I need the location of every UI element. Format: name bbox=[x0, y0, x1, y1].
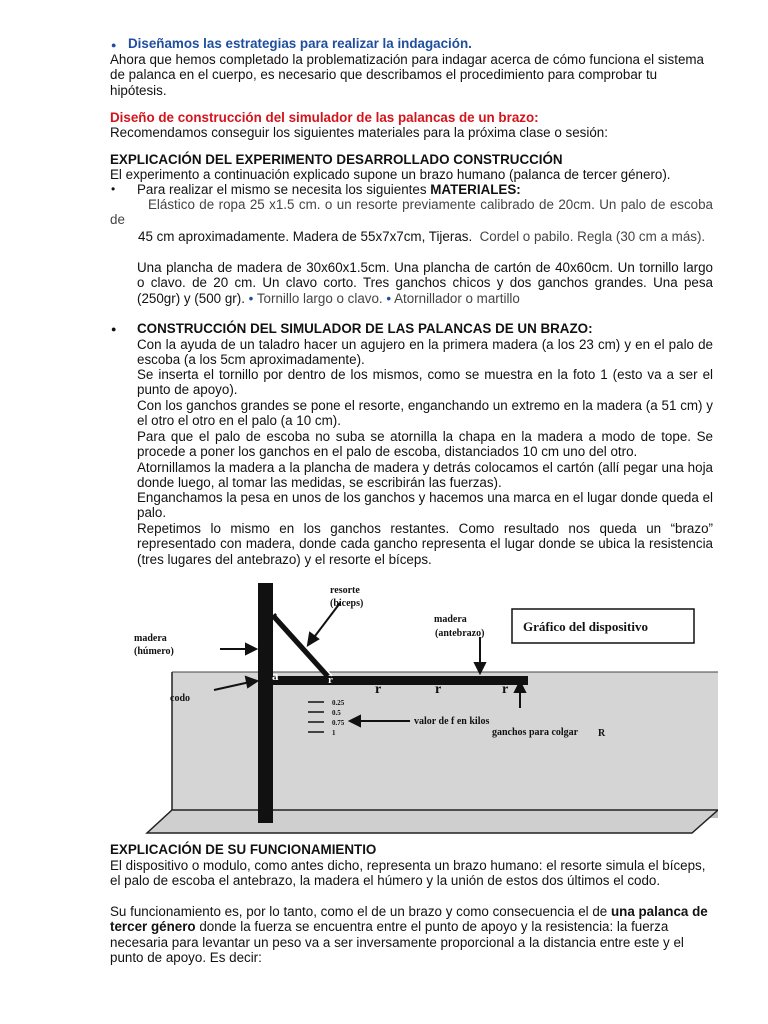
label-antebrazo: (antebrazo) bbox=[435, 628, 485, 639]
experiment-text: El experimento a continuación explicado supone un brazo humano (palanca de tercer género). bbox=[110, 167, 671, 182]
forearm-bar bbox=[272, 676, 528, 685]
bullet: ● bbox=[111, 40, 117, 50]
hook: r bbox=[328, 674, 333, 686]
function-heading: EXPLICACIÓN DE SU FUNCIONAMIENTIO bbox=[110, 842, 377, 857]
hook: r bbox=[502, 682, 509, 697]
design-text: Recomendamos conseguir los siguientes materiales para la próxima clase o sesión: bbox=[110, 125, 608, 140]
label-resorte: resorte bbox=[330, 585, 360, 596]
strategies-heading: Diseñamos las estrategias para realizar la indagación. bbox=[128, 36, 472, 51]
label-ganchos: ganchos para colgar bbox=[492, 727, 579, 738]
construction-p4: Para que el palo de escoba no suba se atornilla la chapa en la madera a modo de tope. Se procede a poner los ganchos en el palo de escoba, distanciados 10 cm uno del otro. bbox=[137, 429, 713, 460]
label-a: a bbox=[272, 668, 279, 683]
label-codo: codo bbox=[170, 693, 190, 704]
materials-intro: Para realizar el mismo se necesita los siguientes MATERIALES: bbox=[137, 182, 521, 197]
bullet: ● bbox=[111, 324, 117, 334]
label-biceps: (biceps) bbox=[330, 598, 364, 609]
scale-label: 0.75 bbox=[332, 719, 345, 727]
bullet: • bbox=[111, 182, 116, 196]
board bbox=[172, 672, 718, 810]
construction-p7: Repetimos lo mismo en los ganchos restantes. Como resultado nos queda un “brazo” representado con madera, donde cada gancho representa el lugar donde se ubica la resistencia (tres lugares del antebrazo) y el resorte el bíceps. bbox=[137, 521, 713, 567]
construction-p6: Enganchamos la pesa en unos de los ganchos y hacemos una marca en el lugar donde queda el palo. bbox=[137, 490, 713, 521]
label-madera-forearm: madera bbox=[434, 614, 467, 625]
device-diagram bbox=[112, 575, 718, 840]
construction-p1: Con la ayuda de un taladro hacer un agujero en la primera madera (a los 23 cm) y en el palo de escoba (a los 5cm aproximadamente). bbox=[137, 337, 713, 368]
design-heading: Diseño de construcción del simulador de las palancas de un brazo: bbox=[110, 110, 539, 125]
function-p1: El dispositivo o modulo, como antes dicho, representa un brazo humano: el resorte simula el bíceps, el palo de escoba el antebrazo, la madera el húmero y la unión de estos dos últimos el codo. bbox=[110, 858, 706, 889]
experiment-heading: EXPLICACIÓN DEL EXPERIMENTO DESARROLLADO CONSTRUCCIÓN bbox=[110, 152, 563, 167]
label-valor: valor de f en kilos bbox=[414, 716, 490, 727]
label-r: R bbox=[598, 728, 606, 739]
scale-label: 0.5 bbox=[332, 709, 341, 717]
materials-line-1: Elástico de ropa 25 x1.5 cm. o un resorte previamente calibrado de 20cm. Un palo de escoba de bbox=[110, 197, 713, 228]
function-p2: Su funcionamiento es, por lo tanto, como el de un brazo y como consecuencia el de una palanca de tercer género donde la fuerza se encuentra entre el punto de apoyo y la resistencia: la fuerza necesaria para levantar un peso va a ser inversamente proporcional a la distancia entre este y el punto de apoyo. Es decir: bbox=[110, 904, 708, 965]
construction-heading: CONSTRUCCIÓN DEL SIMULADOR DE LAS PALANCAS DE UN BRAZO: bbox=[137, 321, 593, 336]
materials-line-3: Una plancha de madera de 30x60x1.5cm. Una plancha de cartón de 40x60cm. Un tornillo largo o clavo. de 20 cm. Un clavo corto. Tres ganchos chicos y dos ganchos grandes. Una pesa (250gr) y (500 gr). • Tornillo largo o clavo. • Atornillador o martillo bbox=[137, 260, 713, 306]
construction-p5: Atornillamos la madera a la plancha de madera y detrás colocamos el cartón (allí pegar una hoja donde luego, al tomar las medidas, se escribirán las fuerzas). bbox=[137, 460, 713, 491]
strategies-text: Ahora que hemos completado la problematización para indagar acerca de cómo funciona el sistema de palanca en el cuerpo, es necesario que describamos el procedimiento para comprobar tu hipótesis. bbox=[110, 52, 704, 98]
base bbox=[147, 810, 718, 833]
diagram-title: Gráfico del dispositivo bbox=[523, 619, 648, 634]
hook: r bbox=[375, 682, 382, 697]
construction-p3: Con los ganchos grandes se pone el resorte, enganchando un extremo en la madera (a 51 cm) y el otro el otro en el palo (a 10 cm). bbox=[137, 398, 713, 429]
materials-line-2: 45 cm aproximadamente. Madera de 55x7x7cm, Tijeras. Cordel o pabilo. Regla (30 cm a más). bbox=[138, 229, 706, 244]
humerus-post bbox=[258, 583, 273, 823]
label-humero: (húmero) bbox=[134, 646, 174, 657]
scale-label: 1 bbox=[332, 729, 336, 737]
label-madera: madera bbox=[134, 633, 167, 644]
construction-p2: Se inserta el tornillo por dentro de los mismos, como se muestra en la foto 1 (esto va a ser el punto de apoyo). bbox=[137, 367, 713, 398]
hook: r bbox=[435, 682, 442, 697]
scale-label: 0.25 bbox=[332, 699, 345, 707]
